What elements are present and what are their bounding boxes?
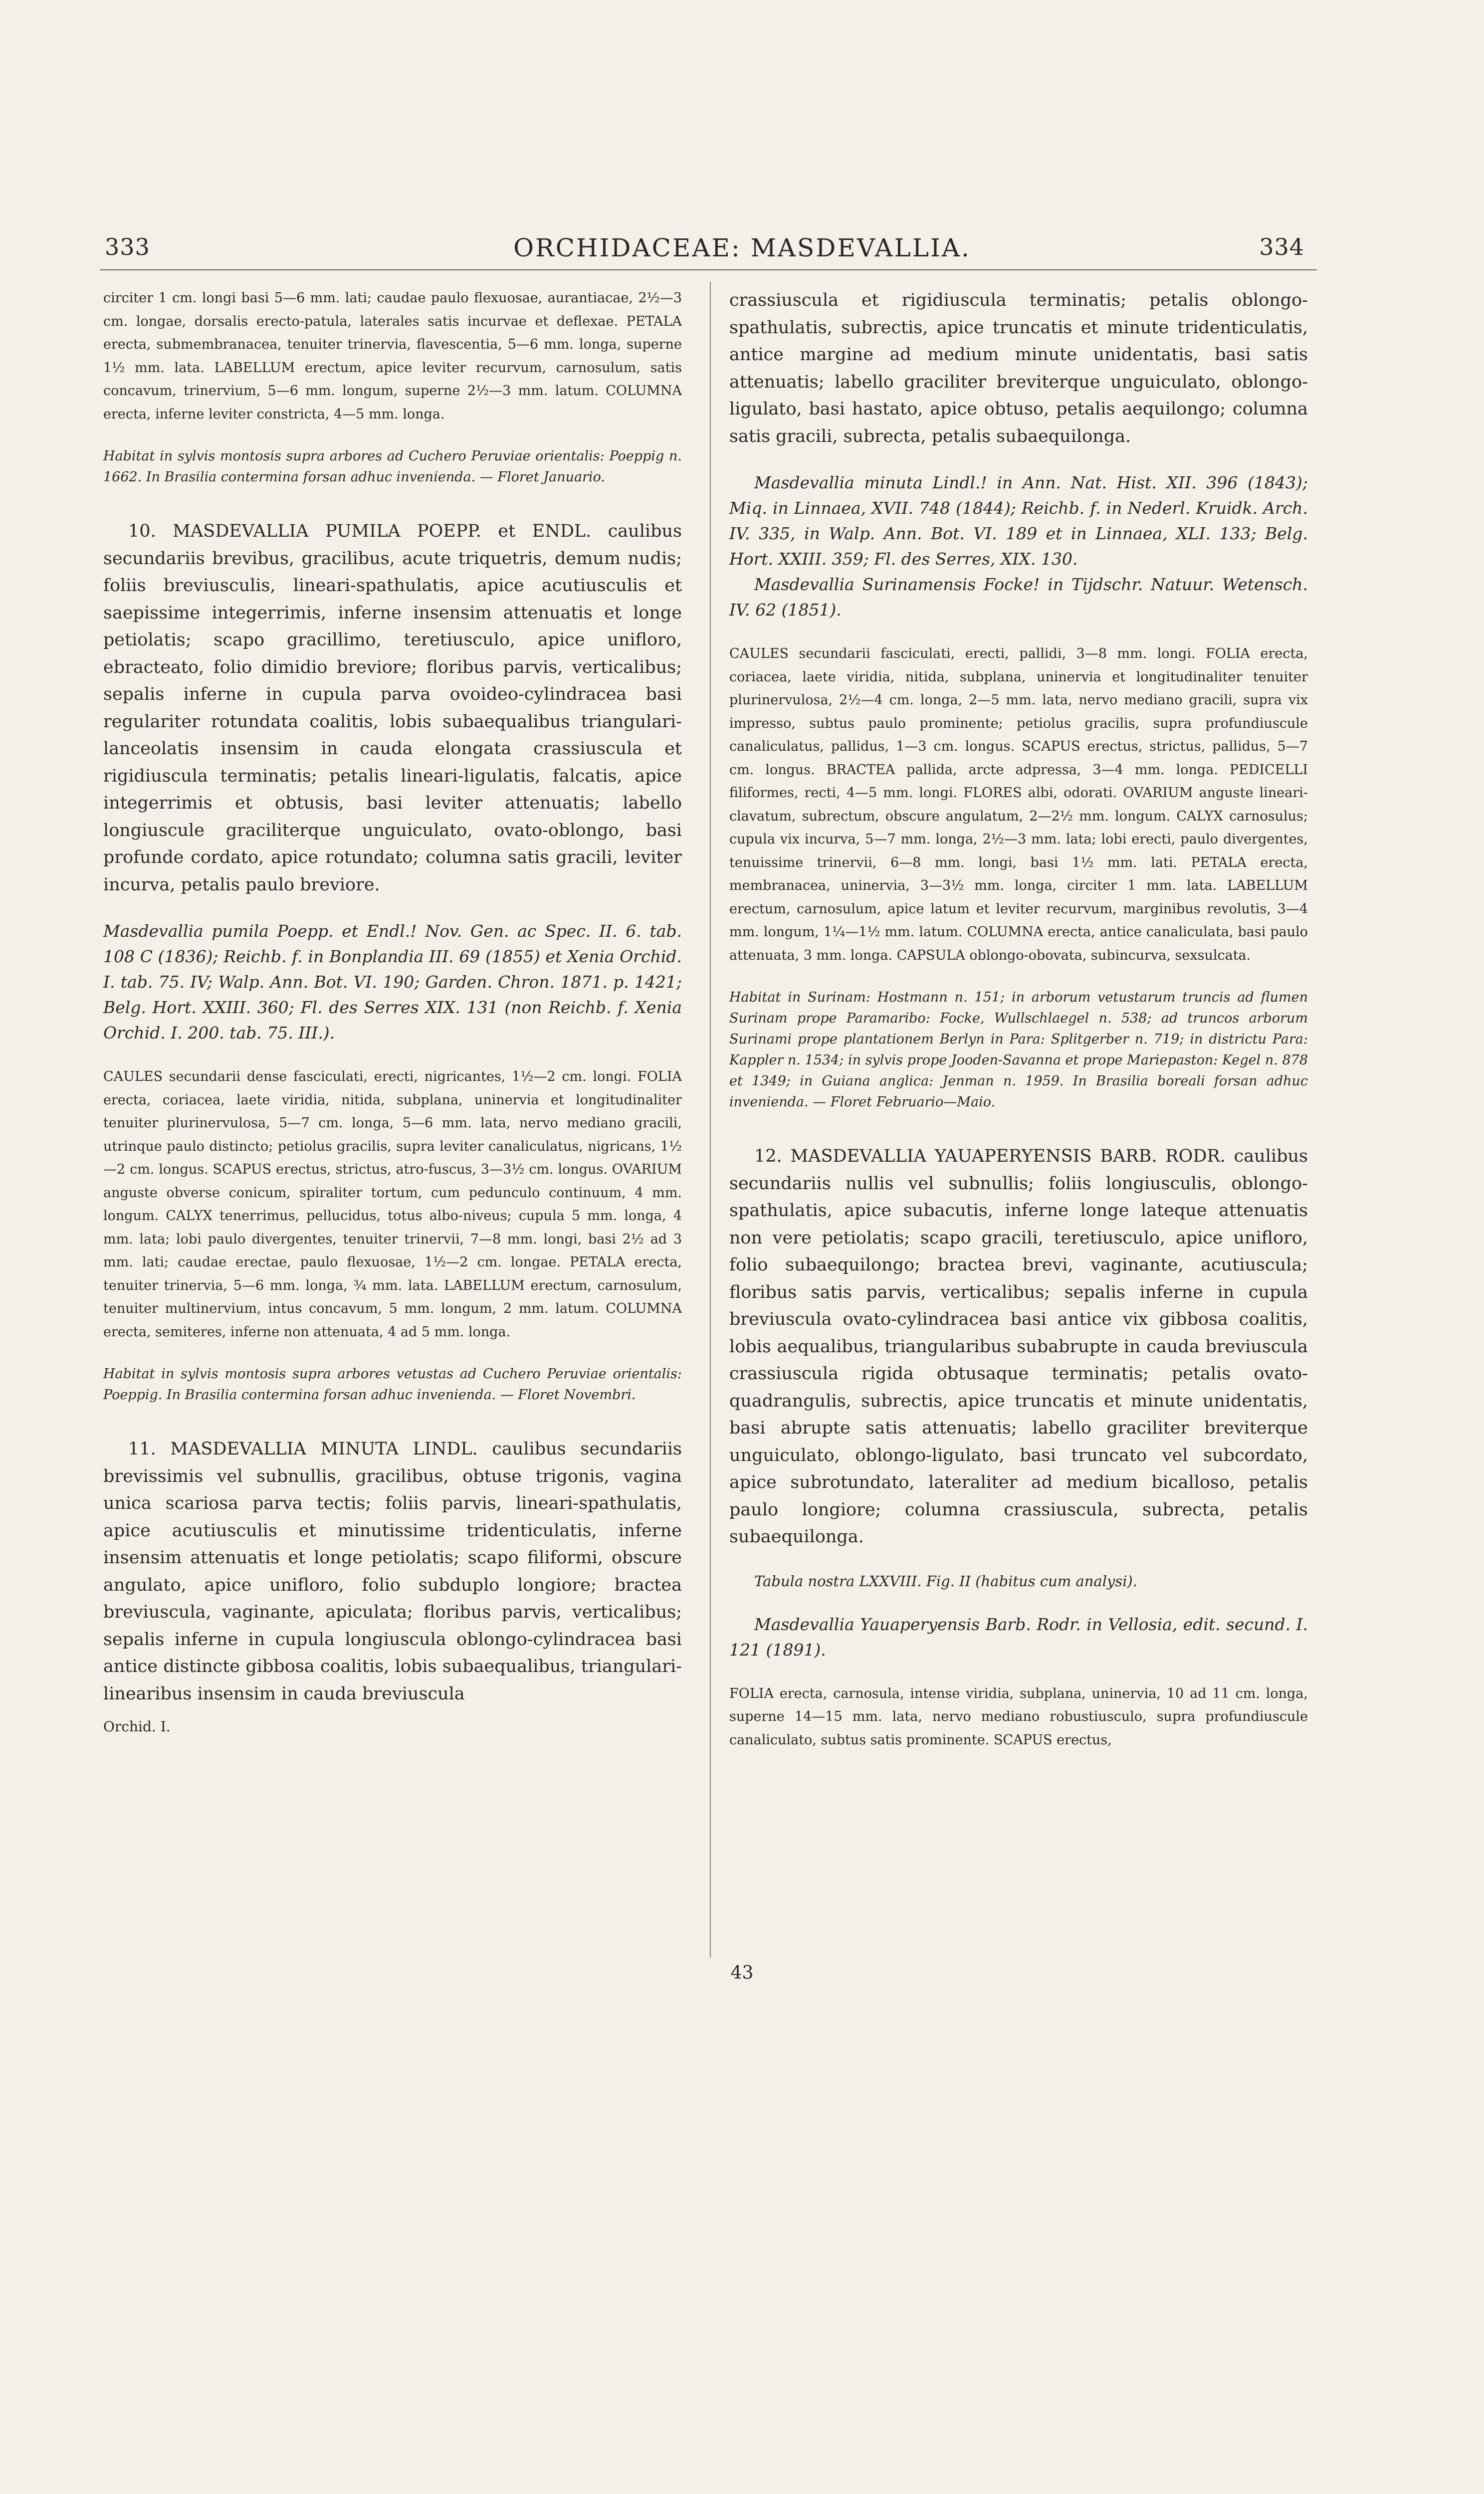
species-10-citation: Masdevallia pumila Poepp. et Endl.! Nov. Gen. ac Spec. II. 6. tab. 108 C (1836); Reichb. f. in Bonplandia III. 69 (1855) et Xenia Orchid. I. tab. 75. IV; Walp. Ann. Bot. VI. 190; Garden. Chron. 1871. p. 1421; Belg. Hort. XXIII. 360; Fl. des Serres XIX. 131 (non Reichb. f. Xenia Orchid. I. 200. tab. 75. III.). (103, 921, 682, 1042)
left-column (103, 287, 682, 1735)
species-10-habitat: Habitat in sylvis montosis supra arbores vetustas ad Cuchero Peruviae orientalis: Poeppig. In Brasilia contermina forsan adhuc invenienda. — Floret Novembri. (103, 1366, 682, 1403)
species-10-description: CAULES secundarii dense fasciculati, erecti, nigricantes, 1½—2 cm. longi. FOLIA erecta, coriacea, laete viridia, nitida, subplana, uninervia et longitudinaliter tenuiter plurinervulosa, 5—7 cm. longa, 5—6 mm. lata, nervo mediano gracili, utrinque paulo distincto; petiolus gracilis, supra leviter canaliculatus, nigricans, 1½—2 cm. longus. SCAPUS erectus, strictus, atro-fuscus, 3—3½ cm. longus. OVARIUM anguste obverse conicum, spiraliter tortum, cum pedunculo continuum, 4 mm. longum. CALYX tenerrimus, pellucidus, totus albo-niveus; cupula 5 mm. longa, 4 mm. lata; lobi paulo divergentes, tenuiter trinervii, 7—8 mm. longi, basi 2½ ad 3 mm. lati; caudae erectae, paulo flexuosae, 1½—2 cm. longae. PETALA erecta, tenuiter trinervia, 5—6 mm. longa, ¾ mm. lata. LABELLUM erectum, carnosulum, tenuiter multinervium, intus concavum, 5 mm. longum, 2 mm. latum. COLUMNA erecta, semiteres, inferne non attenuata, 4 ad 5 mm. longa. (103, 1069, 682, 1340)
species-12-diagnosis: 12. MASDEVALLIA YAUAPERYENSIS BARB. RODR. caulibus secundariis nullis vel subnullis; foliis longiusculis, oblongo-spathulatis, apice subacutis, inferne longe lateque attenuatis non vere petiolatis; scapo gracili, teretiusculo, apice unifloro, folio subaequilongo; bractea brevi, vaginante, acutiuscula; floribus satis parvis, verticalibus; sepalis inferne in cupula breviuscula ovato-cylindracea basi antice vix gibbosa coalitis, lobis aequalibus, triangularibus subabrupte in cauda breviuscula crassiuscula rigida obtusaque terminatis; petalis ovato-quadrangulis, subrectis, apice truncatis et minute unidentatis, basi abrupte satis attenuatis; labello graciliter breviterque unguiculato, oblongo-ligulato, basi truncato vel subcordato, apice subrotundato, lateraliter ad medium bicalloso, petalis paulo longiore; columna crassiuscula, subrecta, petalis subaequilonga. (729, 1146, 1308, 1547)
species-11-habitat: Habitat in Surinam: Hostmann n. 151; in arborum vetustarum truncis ad flumen Surinam prope Paramaribo: Focke, Wullschlaegel n. 538; ad truncos arborum Surinami prope plantationem Berlyn in Para: Splitgerber n. 719; in districtu Para: Kappler n. 1534; in sylvis prope Jooden-Savanna et prope Mariepaston: Kegel n. 878 et 1349; in Guiana anglica: Jenman n. 1959. In Brasilia boreali forsan adhuc invenienda. — Floret Februario—Maio. (729, 990, 1308, 1110)
species-11-synonym: Masdevallia Surinamensis Focke! in Tijdschr. Natuur. Wetensch. IV. 62 (1851). (729, 575, 1308, 620)
species-10-diagnosis: 10. MASDEVALLIA PUMILA POEPP. et ENDL. caulibus secundariis brevibus, gracilibus, acute triquetris, demum nudis; foliis breviusculis, lineari-spathulatis, apice acutiusculis et saepissime integerrimis, inferne insensim attenuatis et longe petiolatis; scapo gracillimo, teretiusculo, apice unifloro, ebracteato, folio dimidio breviore; floribus parvis, verticalibus; sepalis inferne in cupula parva ovoideo-cylindracea basi regulariter rotundata coalitis, lobis subaequalibus triangulari-lanceolatis insensim in cauda elongata crassiuscula et rigidiuscula terminatis; petalis lineari-ligulatis, falcatis, apice integerrimis et obtusis, basi leviter attenuatis; labello longiuscule graciliterque unguiculato, ovato-oblongo, basi profunde cordato, apice rotundato; columna satis gracili, leviter incurva, petalis paulo breviore. (103, 521, 682, 895)
column-divider (710, 282, 711, 1958)
species-11-diagnosis-continued: crassiuscula et rigidiuscula terminatis; petalis oblongo-spathulatis, subrectis, apice truncatis et minute tridenticulatis, antice margine ad medium minute unidentatis, basi satis attenuatis; labello graciliter breviterque unguiculato, oblongo-ligulato, basi hastato, apice obtuso, petalis aequilongo; columna satis gracili, subrecta, petalis subaequilonga. (729, 290, 1308, 446)
species-11-diagnosis: 11. MASDEVALLIA MINUTA LINDL. caulibus secundariis brevissimis vel subnullis, gracilibus, obtuse trigonis, vagina unica scariosa parva tectis; foliis parvis, lineari-spathulatis, apice acutiusculis et minutissime tridenticulatis, inferne insensim attenuatis et longe petiolatis; scapo filiformi, obscure angulato, apice unifloro, folio subduplo longiore; bractea breviuscula, vaginante, apiculata; floribus parvis, verticalibus; sepalis inferne in cupula longiuscula oblongo-cylindracea basi antice distincte gibbosa coalitis, lobis subaequalibus, triangulari-linearibus insensim in cauda breviuscula (103, 1439, 682, 1704)
signature-mark: Orchid. I. (103, 1718, 171, 1735)
species-11-description: CAULES secundarii fasciculati, erecti, pallidi, 3—8 mm. longi. FOLIA erecta, coriacea, laete viridia, nitida, subplana, uninervia et longitudinaliter tenuiter plurinervulosa, 2½—4 cm. longa, 2—5 mm. lata, nervo mediano gracili, supra vix impresso, subtus paulo prominente; petiolus gracilis, supra profundiuscule canaliculatus, pallidus, 1—3 cm. longus. SCAPUS erectus, strictus, pallidus, 5—7 cm. longus. BRACTEA pallida, arcte adpressa, 3—4 mm. longa. PEDICELLI filiformes, recti, 4—5 mm. longi. FLORES albi, odorati. OVARIUM anguste lineari-clavatum, subrectum, obscure angulatum, 2—2½ mm. longum. CALYX carnosulus; cupula vix incurva, 5—7 mm. longa, 2½—3 mm. lata; lobi erecti, paulo divergentes, tenuissime trinervii, 6—8 mm. longi, basi 1½ mm. lati. PETALA erecta, membranacea, uninervia, 3—3½ mm. longa, circiter 1 mm. lata. LABELLUM erectum, carnosulum, apice latum et leviter recurvum, marginibus revolutis, 3—4 mm. longum, 1¼—1½ mm. latum. COLUMNA erecta, antice canaliculata, basi paulo attenuata, 3 mm. longa. CAPSULA oblongo-obovata, subincurva, sexsulcata. (729, 646, 1308, 963)
running-title: ORCHIDACEAE: MASDEVALLIA. (513, 233, 971, 262)
page-number-right: 334 (1259, 233, 1304, 260)
species-12-citation: Masdevallia Yauaperyensis Barb. Rodr. in Vellosia, edit. secund. I. 121 (1891). (729, 1614, 1308, 1660)
species-12-description: FOLIA erecta, carnosula, intense viridia, subplana, uninervia, 10 ad 11 cm. longa, superne 14—15 mm. lata, nervo mediano robustiusculo, supra profundiuscule canaliculato, subtus satis prominente. SCAPUS erectus, (729, 1685, 1308, 1748)
sheet-number: 43 (730, 1963, 754, 1983)
page-number-left: 333 (105, 233, 150, 260)
header-rule (100, 269, 1317, 270)
habitat-note: Habitat in sylvis montosis supra arbores ad Cuchero Peruviae orientalis: Poeppig n. 1662. In Brasilia contermina forsan adhuc invenienda. — Floret Januario. (103, 448, 682, 485)
right-column (729, 287, 1308, 1752)
plate-reference: Tabula nostra LXXVIII. Fig. II (habitus cum analysi). (754, 1572, 1138, 1590)
description-continued: circiter 1 cm. longi basi 5—6 mm. lati; caudae paulo flexuosae, aurantiacae, 2½—3 cm. longae, dorsalis erecto-patula, laterales satis incurvae et deflexae. PETALA erecta, submembranacea, tenuiter trinervia, flavescentia, 5—6 mm. longa, superne 1½ mm. lata. LABELLUM erectum, apice leviter recurvum, carnosulum, satis concavum, trinervium, 5—6 mm. longum, superne 2½—3 mm. latum. COLUMNA erecta, inferne leviter constricta, 4—5 mm. longa. (103, 290, 682, 422)
species-11-citation: Masdevallia minuta Lindl.! in Ann. Nat. Hist. XII. 396 (1843); Miq. in Linnaea, XVII. 748 (1844); Reichb. f. in Nederl. Kruidk. Arch. IV. 335, in Walp. Ann. Bot. VI. 189 et in Linnaea, XLI. 133; Belg. Hort. XXIII. 359; Fl. des Serres, XIX. 130. (729, 473, 1308, 569)
